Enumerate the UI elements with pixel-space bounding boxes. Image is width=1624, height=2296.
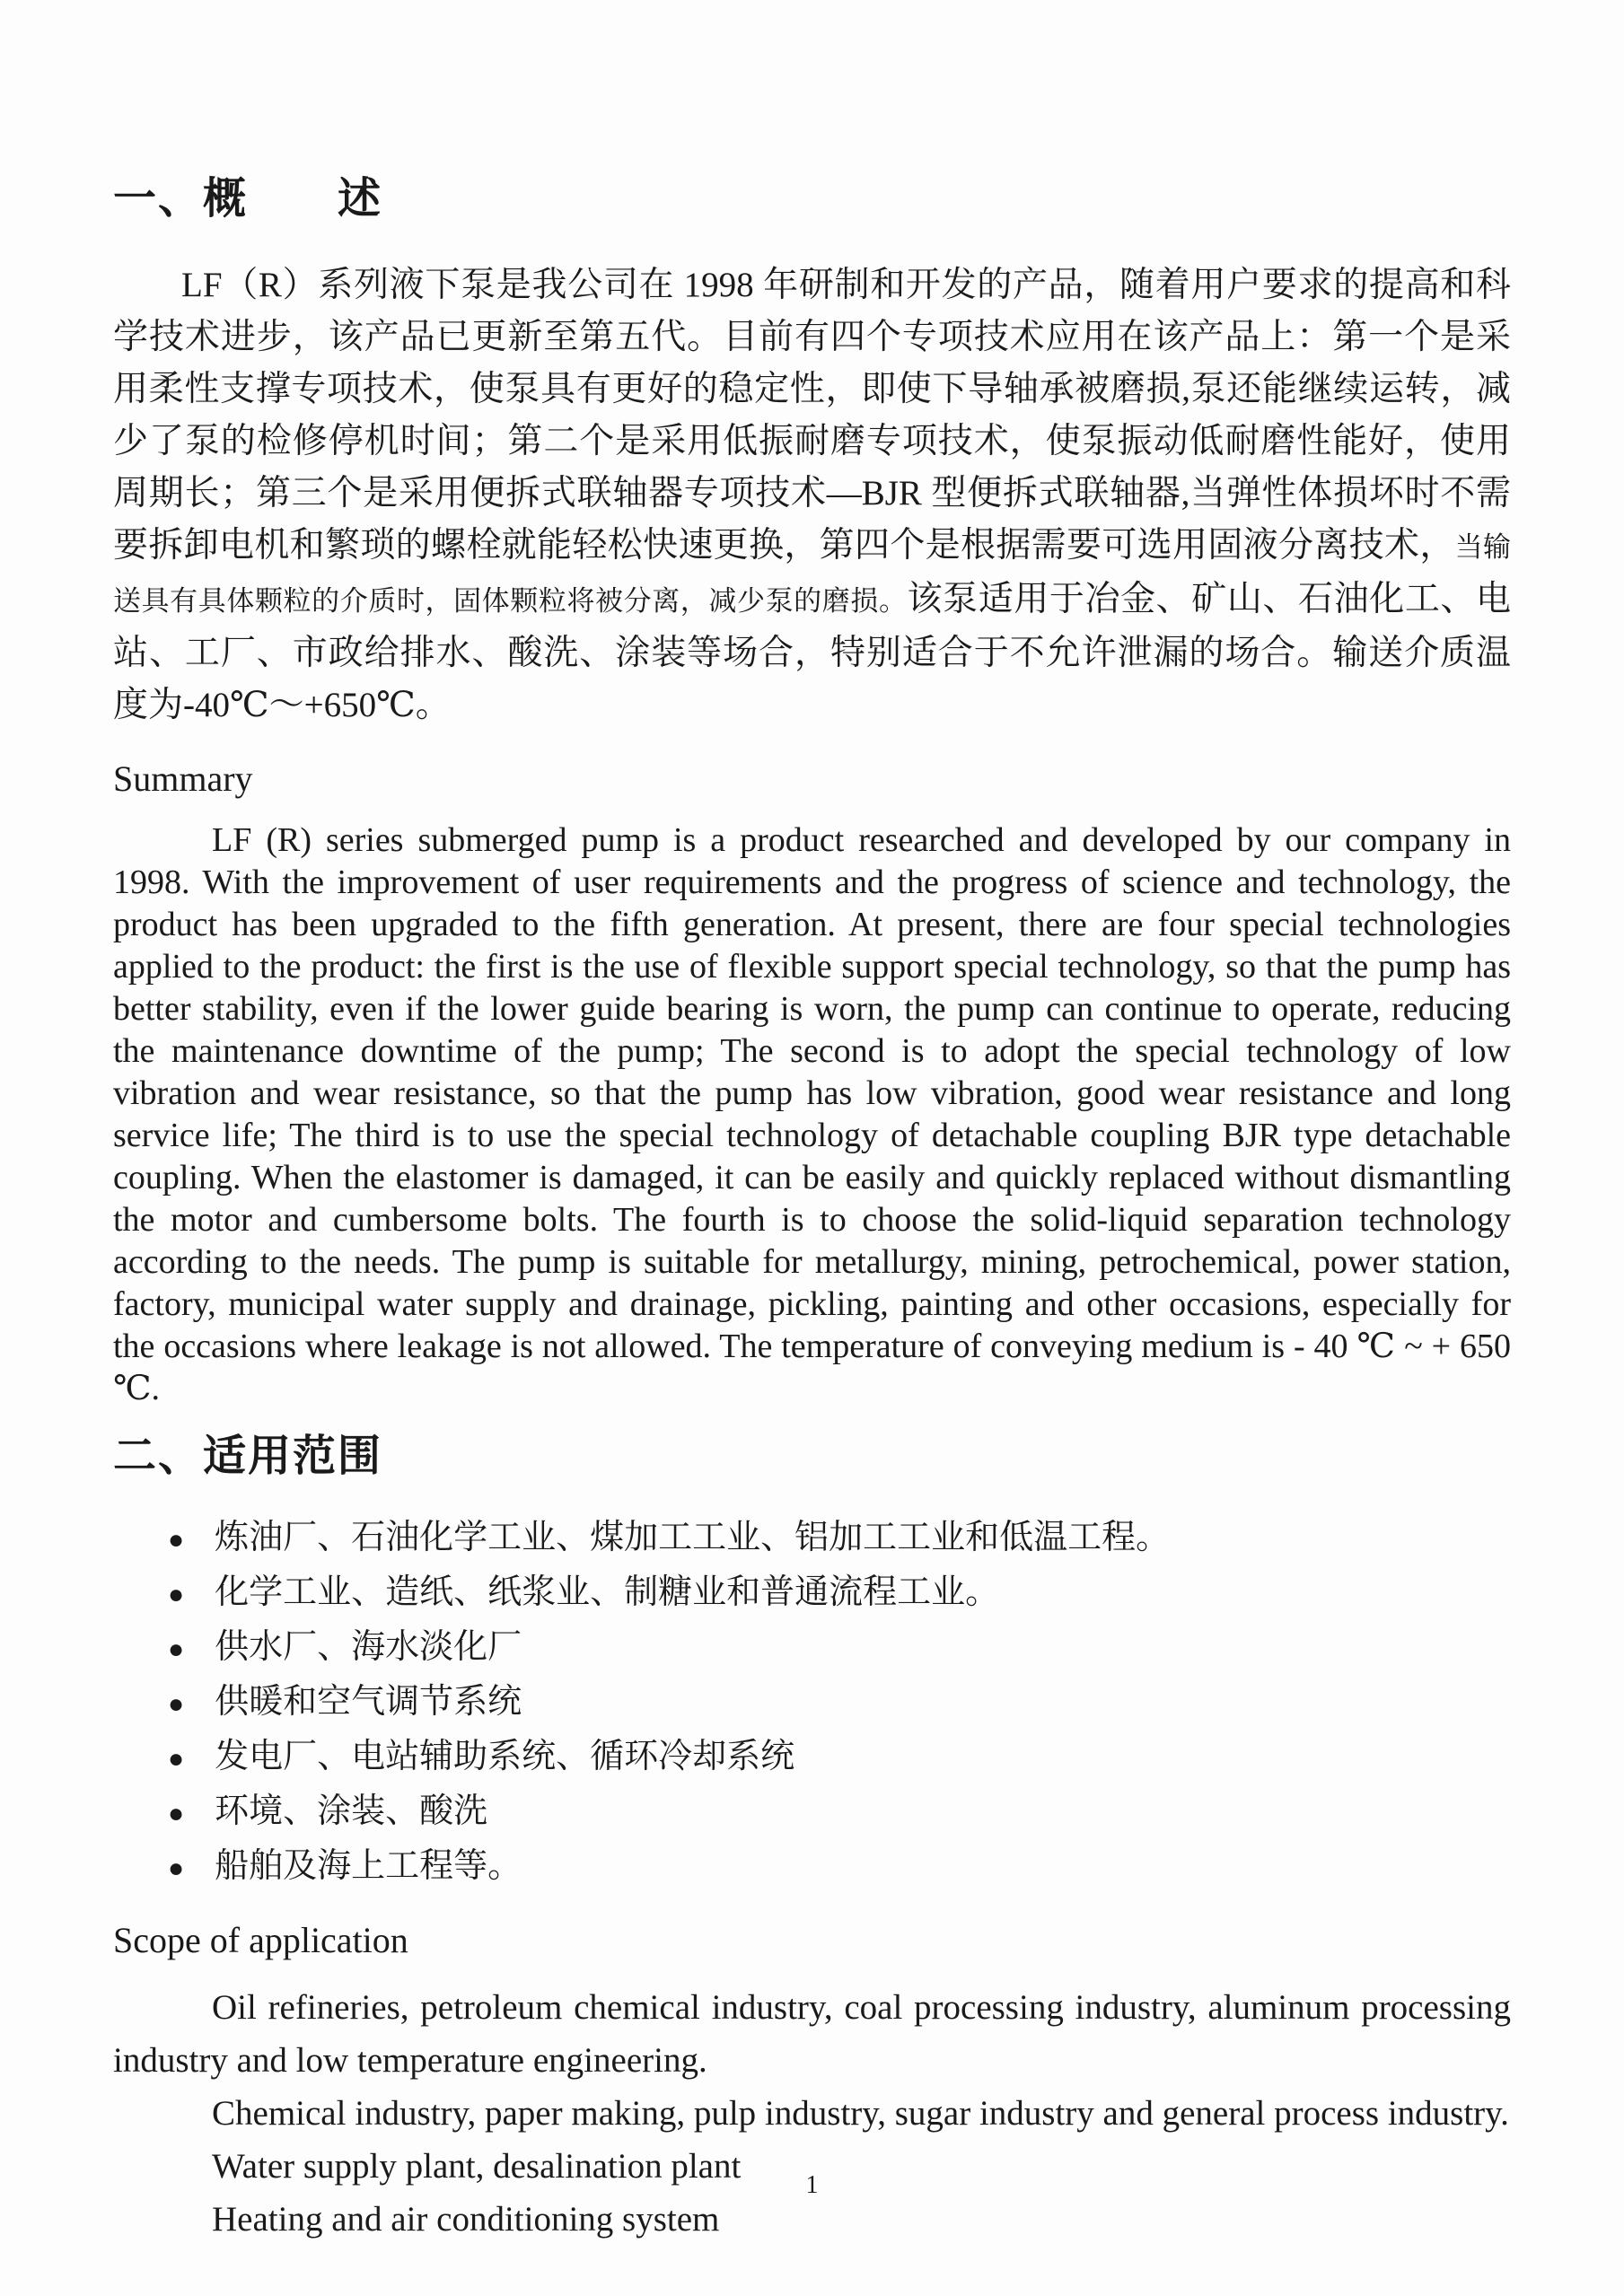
- scope-label: Scope of application: [113, 1919, 408, 1960]
- overview-paragraph-en: LF (R) series submerged pump is a product researched and developed by our company in 1998. With the improvement of user requirements and the progress of science and technology, the product has been upgraded to the fifth generation. At present, there are four special technologies applied to the product: the first is the use of flexible support special technology, so that the pump has better stability, even if the lower guide bearing is worn, the pump can continue to operate, reducing the maintenance downtime of the pump; The second is to adopt the special technology of low vibration and wear resistance, so that the pump has low vibration, good wear resistance and long service life; The third is to use the special technology of detachable coupling BJR type detachable coupling. When the elastomer is damaged, it can be easily and quickly replaced without dismantling the motor and cumbersome bolts. The fourth is to choose the solid-liquid separation technology according to the needs. The pump is suitable for metallurgy, mining, petrochemical, power station, factory, municipal water supply and drainage, pickling, painting and other occasions, especially for the occasions where leakage is not allowed. The temperature of conveying medium is - 40 ℃ ~ + 650 ℃.: [113, 820, 1511, 1407]
- bullet-item-text: 船舶及海上工程等。: [215, 1846, 522, 1885]
- bullet-icon: ●: [168, 1634, 185, 1664]
- overview-zh-part2: 该泵适用于冶金、矿山、石油化工、电站、工厂、市政给排水、酸洗、涂装等场合，特别适合于不允许泄漏的场合。输送介质温度为-40℃～+650℃。: [113, 579, 1511, 724]
- bullet-item: [168, 1731, 1511, 1785]
- bullet-item: [168, 1512, 1511, 1566]
- bullet-icon: ●: [168, 1524, 185, 1555]
- scope-paragraph-chemical: Chemical industry, paper making, pulp industry, sugar industry and general process industry.: [212, 2093, 1509, 2133]
- bullet-icon: ●: [168, 1798, 185, 1828]
- bullet-icon: ●: [168, 1579, 185, 1609]
- overview-paragraph-zh: [113, 259, 1511, 732]
- bullet-item-text: 化学工业、造纸、纸浆业、制糖业和普通流程工业。: [215, 1573, 1000, 1611]
- overview-zh-small-note: 当输送具有具体颗粒的介质时，固体颗粒将被分离，减少泵的磨损。: [113, 530, 1511, 617]
- page-number: 1: [805, 2171, 819, 2199]
- bullet-item: [168, 1785, 1511, 1840]
- scope-bullet-list: [113, 1512, 1511, 1895]
- bullet-icon: ●: [168, 1743, 185, 1774]
- overview-zh-part1: LF（R）系列液下泵是我公司在 1998 年研制和开发的产品，随着用户要求的提高和科学技术进步，该产品已更新至第五代。目前有四个专项技术应用在该产品上：第一个是采用柔性支撑专项技术，使泵具有更好的稳定性，即使下导轴承被磨损,泵还能继续运转，减少了泵的检修停机时间；第二个是采用低振耐磨专项技术，使泵振动低耐磨性能好，使用周期长；第三个是采用便拆式联轴器专项技术—BJR 型便拆式联轴器,当弹性体损坏时不需要拆卸电机和繁琐的螺栓就能轻松快速更换，第四个是根据需要可选用固液分离技术，: [113, 265, 1511, 565]
- bullet-item-text: 环境、涂装、酸洗: [215, 1792, 488, 1830]
- summary-label: Summary: [113, 758, 253, 799]
- bullet-item: [168, 1566, 1511, 1621]
- bullet-item: [168, 1621, 1511, 1676]
- bullet-item: [168, 1676, 1511, 1731]
- scope-paragraph-heating: Heating and air conditioning system: [212, 2199, 720, 2239]
- bullet-icon: ●: [168, 1853, 185, 1883]
- bullet-item-text: 发电厂、电站辅助系统、循环冷却系统: [215, 1737, 795, 1775]
- section-heading-scope: 二、适用范围: [113, 1432, 383, 1480]
- bullet-icon: ●: [168, 1688, 185, 1719]
- section-heading-overview: 一、概 述: [113, 175, 383, 223]
- scope-paragraph-water-supply: Water supply plant, desalination plant: [212, 2146, 742, 2186]
- bullet-item: [168, 1840, 1511, 1895]
- bullet-item-text: 炼油厂、石油化学工业、煤加工工业、铝加工工业和低温工程。: [215, 1518, 1171, 1556]
- bullet-item-text: 供水厂、海水淡化厂: [215, 1627, 522, 1666]
- bullet-item-text: 供暖和空气调节系统: [215, 1682, 522, 1721]
- scope-paragraph-oil-refineries: Oil refineries, petroleum chemical industry, coal processing industry, aluminum processing industry and low temperature engineering.: [113, 1987, 1511, 2080]
